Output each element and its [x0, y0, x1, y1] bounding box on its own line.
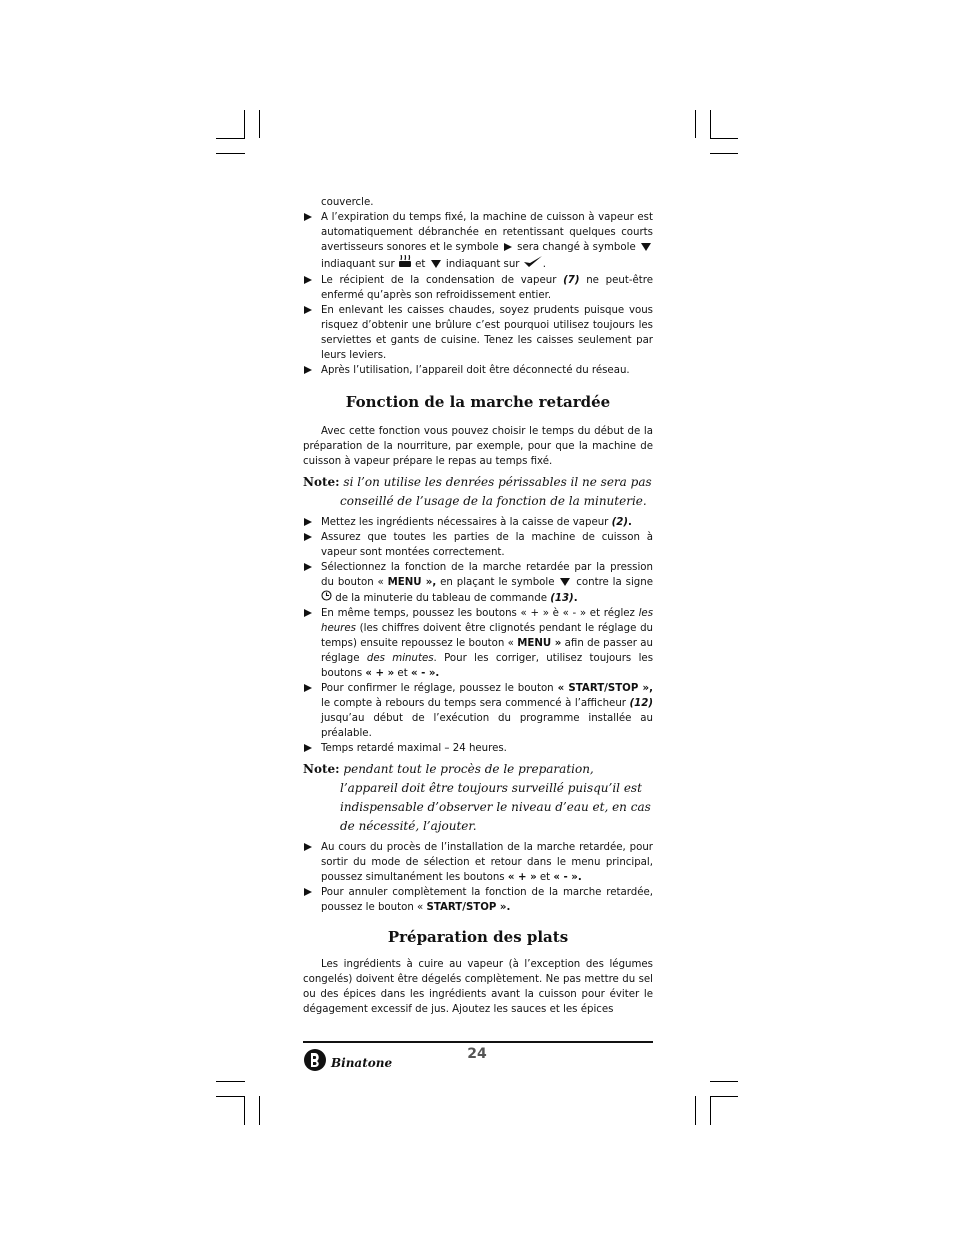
- crop-mark: [710, 1096, 738, 1097]
- bullet-item: [303, 515, 653, 530]
- bullet-arrow-icon: [304, 888, 312, 896]
- crop-mark: [216, 153, 245, 154]
- section-heading: Fonction de la marche retardée: [345, 393, 611, 411]
- bullet-list-middle: [303, 515, 653, 756]
- text-column: [303, 195, 653, 1017]
- bullet-text: de la minuterie du tableau de commande: [332, 593, 551, 604]
- bullet-text: .: [542, 259, 546, 270]
- triangle-down-icon: [641, 243, 651, 251]
- bullet-item: [303, 741, 653, 756]
- crop-mark: [216, 1081, 245, 1082]
- bullet-arrow-icon: [304, 744, 312, 752]
- check-icon: [523, 255, 543, 273]
- bullet-arrow-icon: [304, 843, 312, 851]
- note-label: Note:: [303, 762, 340, 776]
- bullet-text: En enlevant les caisses chaudes, soyez prudents puisque vous risquez d’obtenir une brûlure c’est pourquoi utilisez toujours les serviettes et gants de cuisine. Tenez les caisses seulement par leurs leviers.: [321, 305, 653, 361]
- bullet-text: indiaquant sur: [442, 259, 523, 270]
- crop-mark: [244, 110, 245, 138]
- bullet-arrow-icon: [304, 684, 312, 692]
- bullet-arrow-icon: [304, 276, 312, 284]
- bullet-text: . Pour les corriger, utilisez toujours les boutons: [321, 653, 653, 679]
- bullet-text: « + »: [507, 872, 537, 883]
- bullet-text: Sélectionnez la fonction de la marche retardée par la pression du bouton «: [321, 562, 653, 588]
- bullet-text: .: [628, 517, 632, 528]
- bullet-item: [303, 195, 653, 210]
- bullet-arrow-icon: [304, 563, 312, 571]
- bullet-text: MENU »,: [387, 577, 437, 588]
- crop-mark: [710, 138, 738, 139]
- bullet-text: START/STOP ».: [426, 902, 511, 913]
- intro-paragraph: Les ingrédients à cuire au vapeur (à l’exception des légumes congelés) doivent être dégelés complètement. Ne pas mettre du sel ou des épices dans les ingrédients avant la cuisson pour éviter le dégagement excessif de jus. Ajoutez les sauces et les épices: [303, 959, 653, 1015]
- crop-mark: [216, 1096, 245, 1097]
- note-text: si l’on utilise les denrées périssables il ne sera pas conseillé de l’usage de la fonction de la minuterie.: [339, 475, 652, 508]
- bullet-list-top: [303, 195, 653, 378]
- note-text: pendant tout le procès de le preparation, l’appareil doit être toujours surveillé puisqu’il est indispensable d’observer le niveau d’eau et, en cas de nécessité, l’ajouter.: [339, 762, 651, 833]
- bullet-text: Assurez que toutes les parties de la machine de cuisson à vapeur sont montées correctement.: [321, 532, 653, 558]
- bullet-text: le compte à rebours du temps sera commencé à l’afficheur: [321, 698, 630, 709]
- crop-mark: [244, 1096, 245, 1125]
- bullet-text: des minutes: [366, 653, 434, 664]
- footer-rule: [303, 1041, 653, 1043]
- bullet-text: (13): [550, 593, 574, 604]
- crop-mark: [259, 1096, 260, 1125]
- note: [303, 473, 653, 511]
- bullet-arrow-icon: [304, 609, 312, 617]
- timer-icon: [321, 590, 332, 606]
- bullet-text: indiaquant sur: [321, 259, 398, 270]
- bullet-text: MENU »: [517, 638, 562, 649]
- crop-mark: [259, 110, 260, 138]
- crop-mark: [216, 138, 245, 139]
- bullet-item: [303, 606, 653, 681]
- brand-name: Binatone: [331, 1055, 393, 1070]
- crop-mark: [710, 1081, 738, 1082]
- note: [303, 760, 653, 836]
- bullet-arrow-icon: [304, 533, 312, 541]
- bullet-text: couvercle.: [321, 197, 374, 208]
- bullet-text: Après l’utilisation, l’appareil doit être déconnecté du réseau.: [321, 365, 630, 376]
- bullet-item: [303, 303, 653, 363]
- bullet-text: Au cours du procès de l’installation de la marche retardée, pour sortir du mode de sélection et retour dans le menu principal, poussez simultanément les boutons: [321, 842, 653, 883]
- bullet-text: (7): [563, 275, 580, 286]
- bullet-item: [303, 560, 653, 606]
- bullet-arrow-icon: [304, 366, 312, 374]
- bullet-text: En même temps, poussez les boutons « + » è « - » et réglez: [321, 608, 639, 619]
- bullet-text: (2): [611, 517, 629, 528]
- intro-paragraph: Avec cette fonction vous pouvez choisir le temps du début de la préparation de la nourriture, par exemple, pour que la machine de cuisson à vapeur prépare le repas au temps fixé.: [303, 426, 653, 467]
- bullet-text: « - ».: [410, 668, 440, 679]
- bullet-list-bottom: [303, 840, 653, 915]
- bullet-text: afin de passer au réglage: [321, 638, 653, 664]
- bullet-item: [303, 885, 653, 915]
- brand-logo: [303, 1048, 392, 1077]
- bullet-item: [303, 681, 653, 741]
- bullet-text: ne peut-être enfermé qu’après son refroidissement entier.: [321, 275, 653, 301]
- bullet-text: et: [536, 872, 554, 883]
- triangle-down-icon: [431, 260, 441, 268]
- crop-mark: [710, 1096, 711, 1125]
- triangle-right-icon: [504, 243, 512, 251]
- bullet-item: [303, 210, 653, 273]
- steam-icon: [398, 255, 412, 273]
- bullet-arrow-icon: [304, 306, 312, 314]
- crop-mark: [695, 1096, 696, 1125]
- bullet-text: jusqu’au début de l’exécution du programme installée au préalable.: [321, 713, 653, 739]
- bullet-text: (12): [629, 698, 653, 709]
- bullet-text: en plaçant le symbole: [436, 577, 559, 588]
- bullet-text: Pour annuler complètement la fonction de la marche retardée, poussez le bouton «: [321, 887, 653, 913]
- crop-mark: [710, 153, 738, 154]
- bullet-arrow-icon: [304, 213, 312, 221]
- crop-mark: [695, 110, 696, 138]
- triangle-down-icon: [560, 578, 570, 586]
- binatone-logo-icon: [303, 1048, 329, 1077]
- bullet-text: les heures: [321, 608, 653, 634]
- bullet-text: Temps retardé maximal – 24 heures.: [321, 743, 507, 754]
- bullet-text: (les chiffres doivent être clignotés pendant le réglage du temps) ensuite repoussez le bouton «: [321, 623, 653, 649]
- bullet-text: sera changé à symbole: [513, 242, 639, 253]
- bullet-arrow-icon: [304, 518, 312, 526]
- section-heading: Préparation des plats: [387, 928, 569, 946]
- bullet-text: Mettez les ingrédients nécessaires à la caisse de vapeur: [321, 517, 612, 528]
- bullet-text: « + »: [365, 668, 395, 679]
- bullet-item: [303, 363, 653, 378]
- bullet-text: « - ».: [553, 872, 582, 883]
- page-number: 24: [467, 1046, 487, 1062]
- bullet-text: et: [411, 259, 429, 270]
- bullet-text: Pour confirmer le réglage, poussez le bouton: [321, 683, 558, 694]
- note-label: Note:: [303, 475, 340, 489]
- bullet-text: « START/STOP »,: [557, 683, 653, 694]
- crop-mark: [710, 110, 711, 138]
- bullet-text: Le récipient de la condensation de vapeur: [321, 275, 564, 286]
- bullet-text: .: [573, 593, 578, 604]
- bullet-item: [303, 530, 653, 560]
- bullet-item: [303, 840, 653, 885]
- bullet-text: et: [394, 668, 411, 679]
- bullet-item: [303, 273, 653, 303]
- bullet-text: A l’expiration du temps fixé, la machine de cuisson à vapeur est automatiquement débranchée en retentissant quelques courts avertisseurs sonores et le symbole: [321, 212, 653, 253]
- bullet-text: contre la signe: [572, 577, 653, 588]
